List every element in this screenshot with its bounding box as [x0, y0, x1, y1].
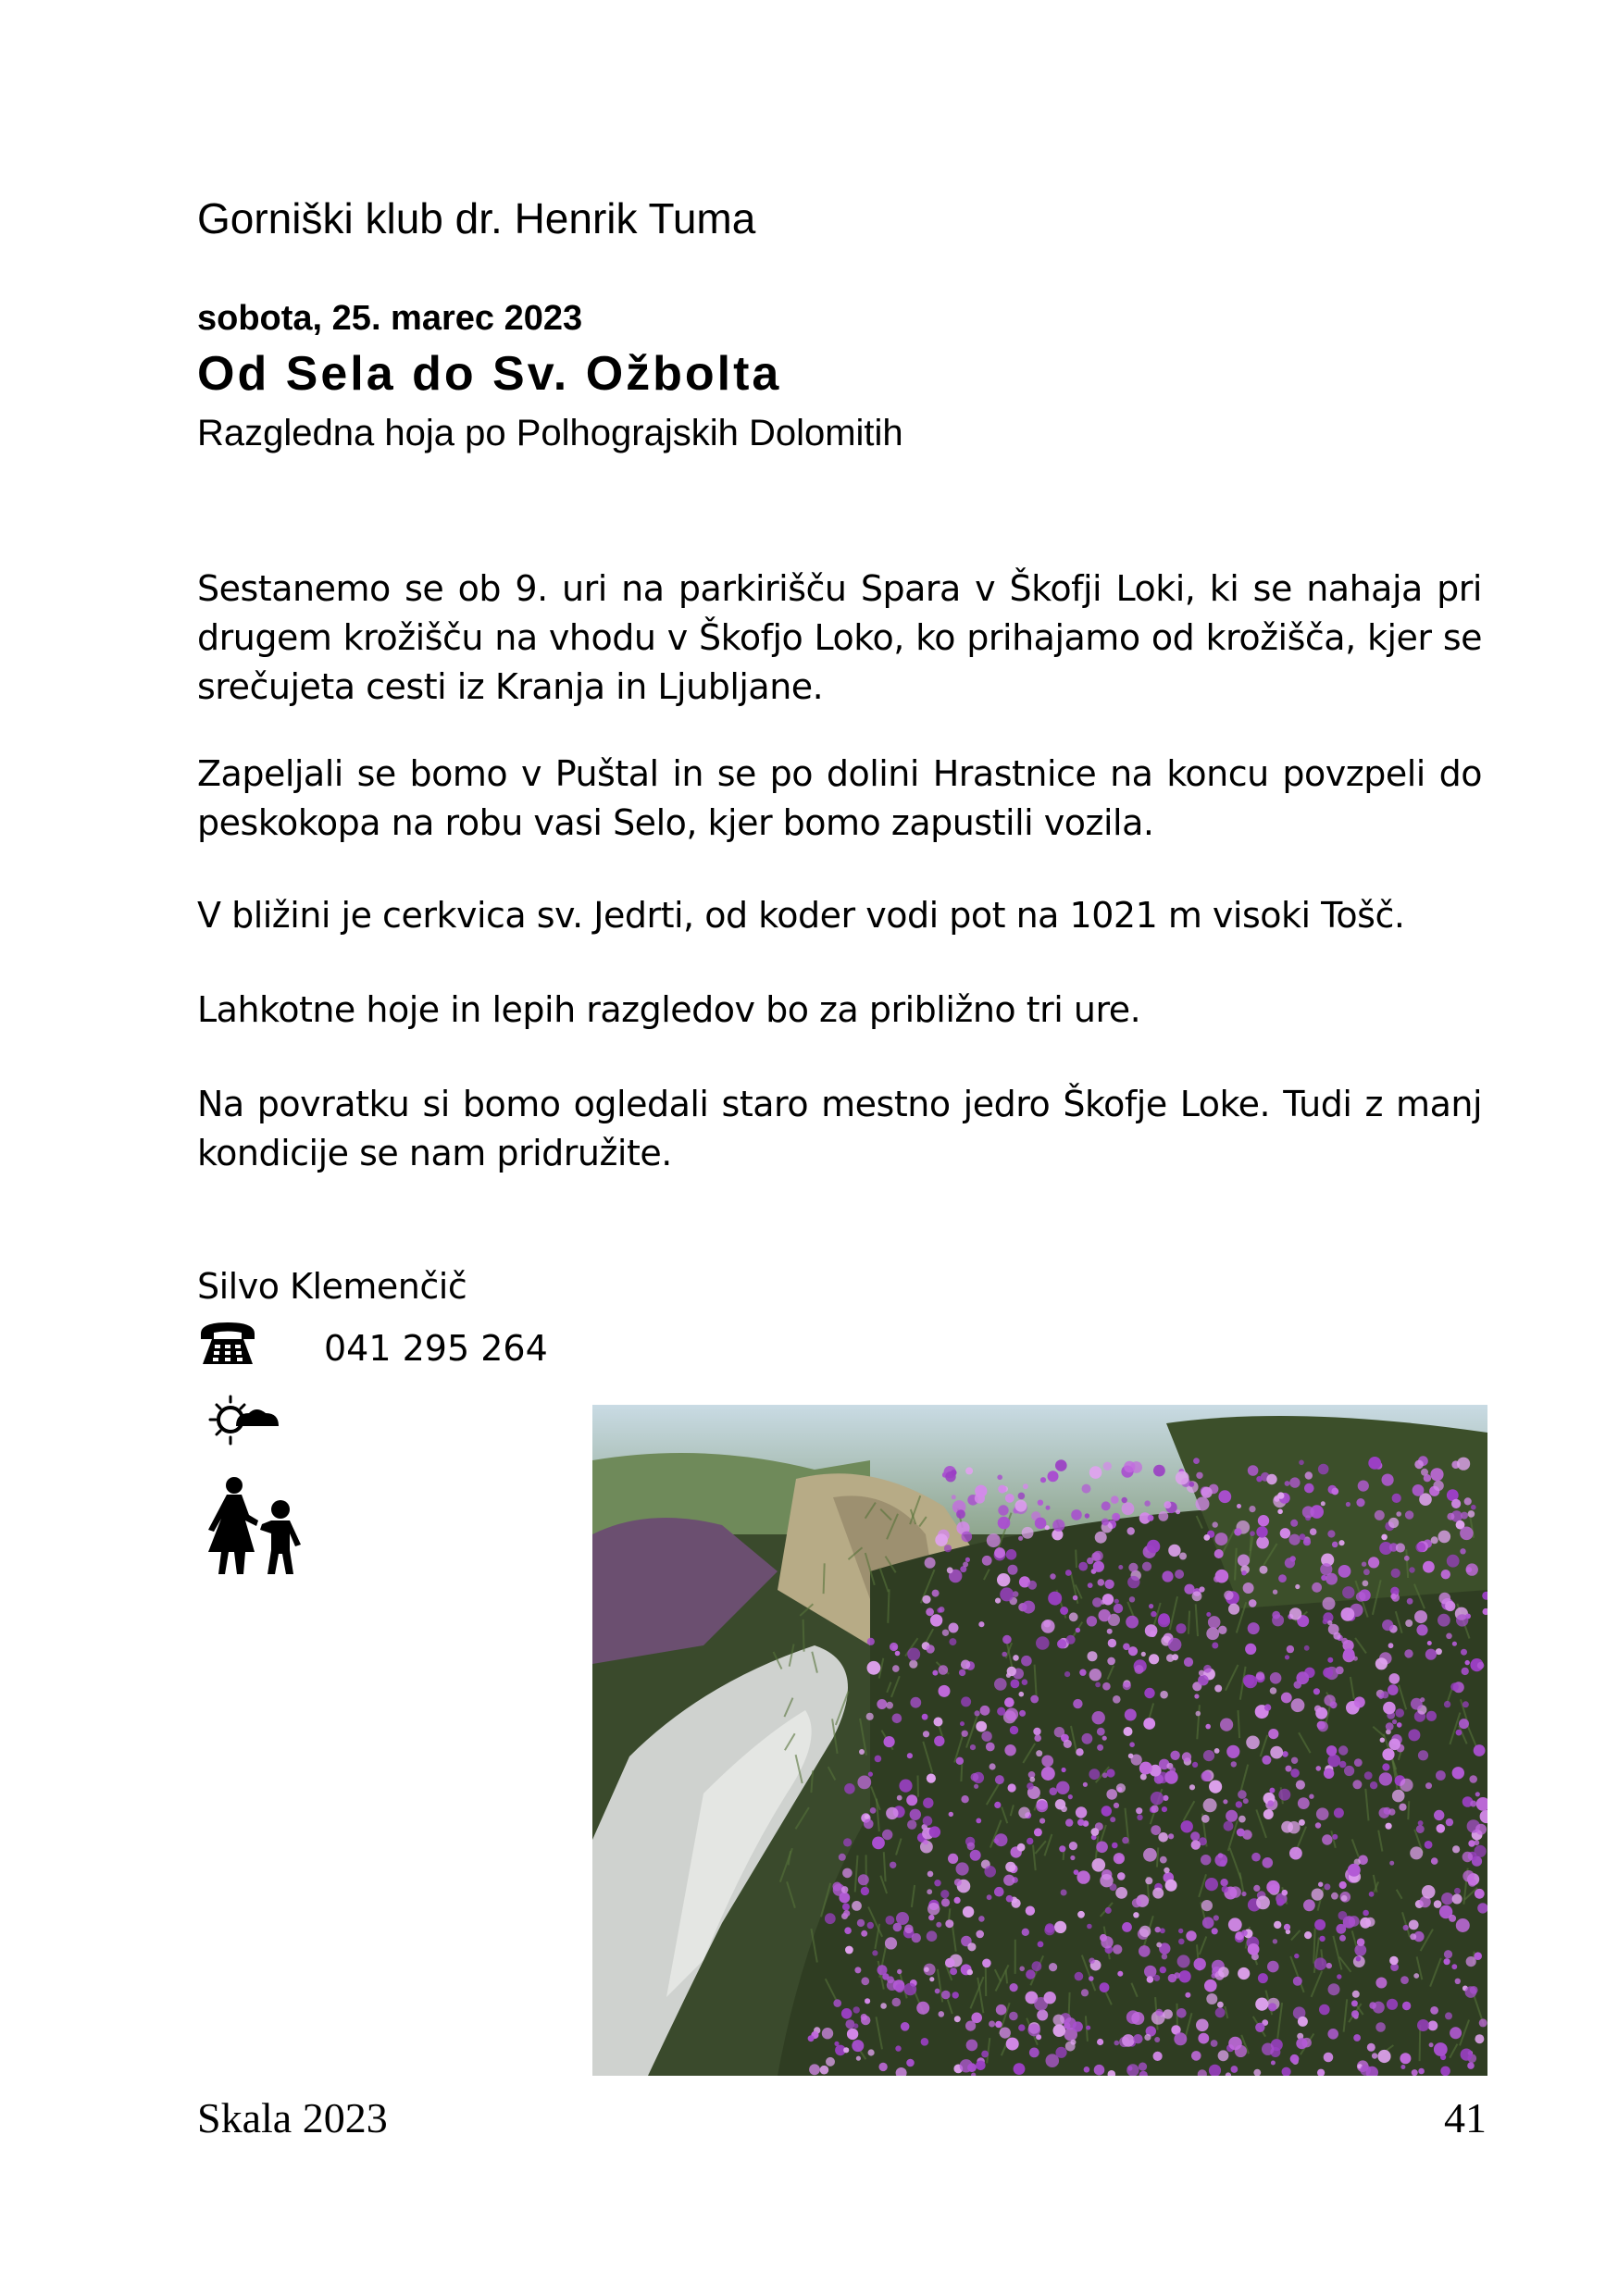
- paragraph-church: V bližini je cerkvica sv. Jedrti, od koder vodi pot na 1021 m visoki Tošč.: [197, 895, 1405, 936]
- paragraph-drive: Zapeljali se bomo v Puštal in se po dolini Hrastnice na koncu povzpeli do peskokopa na robu vasi Selo, kjer bomo zapustili vozila.: [197, 753, 1482, 843]
- publication-name: Skala 2023: [197, 2094, 388, 2141]
- event-date: sobota, 25. marec 2023: [197, 299, 583, 338]
- leader-name: Silvo Klemenčič: [197, 1266, 467, 1307]
- photo-heather: [592, 1405, 1487, 2076]
- event-subtitle: Razgledna hoja po Polhograjskih Dolomitih: [197, 413, 903, 453]
- walking-people-icon: [197, 1476, 308, 1578]
- paragraph-meeting: Sestanemo se ob 9. uri na parkirišču Spara v Škofji Loki, ki se nahaja pri drugem krožišču na vhodu v Škofjo Loko, ko prihajamo od krožišča, kjer se srečujeta cesti iz Kranja in Ljubljane.: [197, 568, 1482, 707]
- paragraph-duration: Lahkotne hoje in lepih razgledov bo za približno tri ure.: [197, 989, 1141, 1030]
- phone-number: 041 295 264: [324, 1328, 548, 1369]
- event-title: Od Sela do Sv. Ožbolta: [197, 347, 782, 401]
- sun-cloud-icon: [208, 1393, 282, 1448]
- paragraph-return: Na povratku si bomo ogledali staro mestno jedro Škofje Loke. Tudi z manj kondicije se nam pridružite.: [197, 1084, 1482, 1173]
- telephone-icon: [197, 1319, 258, 1367]
- page-number: 41: [1444, 2094, 1487, 2141]
- club-name: Gorniški klub dr. Henrik Tuma: [197, 194, 756, 242]
